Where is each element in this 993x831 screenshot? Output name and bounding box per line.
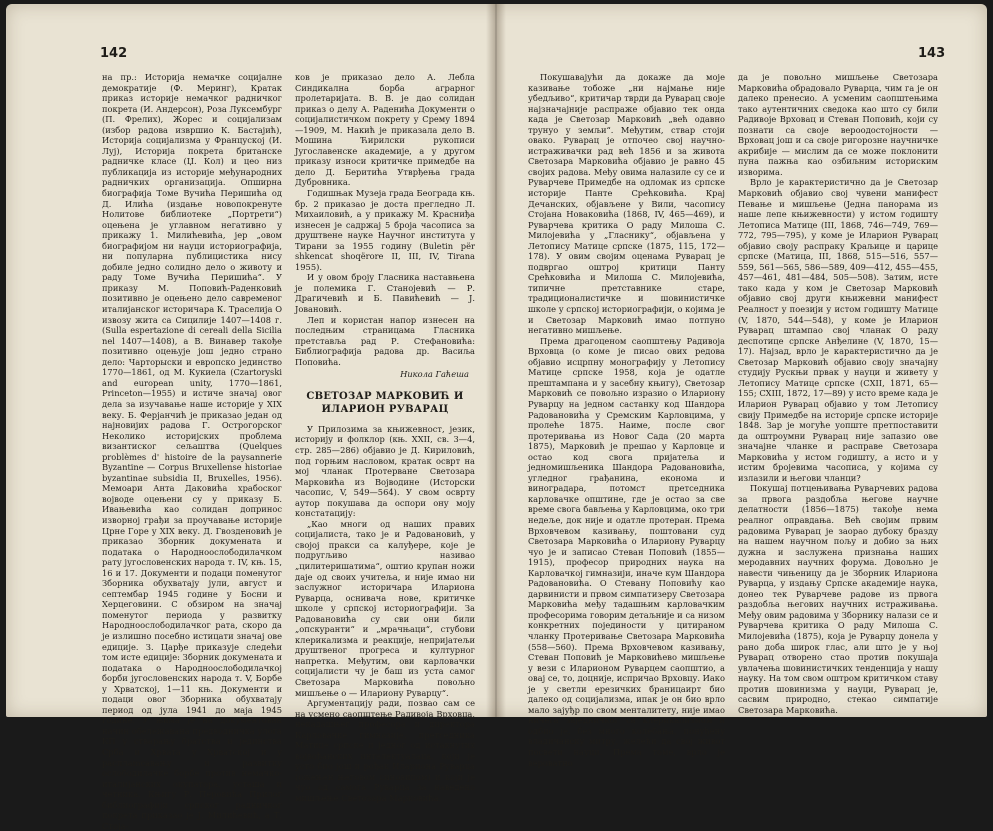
article-paragraph-2: Аргументацију ради, позвао сам се на усмено саопштење Радивоја Врховца, некадашњег професора и директора Карловачке гимназије, претседника Матице српске и једног од истакнутих војвођанских интелектуалаца, који је усто био још и рођак Илариона Руварца (ожењен његовом синовицом) и који је чуо од самога Руварца за наведено мишљење Светозара Марковића. — [295, 698, 475, 803]
left-column-1 — [102, 72, 282, 831]
left-col2-paragraph-3: И у овом броју Гласника наставњена је полемика Г. Станојевић — Р. Драгичевић и Б. Павићевић — Ј. Јовановић. — [295, 272, 475, 315]
article-heading: СВЕТОЗАР МАРКОВИЋ И ИЛАРИОН РУВАРАЦ — [306, 390, 464, 415]
page-number-left: 142 — [100, 46, 128, 61]
right-col1-paragraph-2: Према драгоценом саопштењу Радивоја Врховца (о коме је писао ових редова објавио исцрпну монографију у Летопису Матице српске 1958, која је одатле прештампана и у засебну књигу), Светозар Марковић се повољно изразио о Илариону Руварцу на једном састанку код Шандора Радовановића у Сремским Карловцима, у пролеће 1875. Наиме, после свог протеривања из Новог Сада (20 марта 1875), Марковић је прешао у Карловце и остао код свога пријатеља и једномишљеника Шандора Радовановића, угледног грађанина, економа и виноградара, потомст претседника карловачке општине, где је остао за све време свога бављења у Карловцима, око три недеље, док није и одатле протеран. Према Врховчевом казивању, поштовани суд Светозара Марковића о Илариону Руварцу чуо је и записао Стеван Поповић (1855—1915), професор природних наука на Карловачкој гимназији, иначе кум Шандора Радовановића. О Стевану Поповићу као дарвинисти и првом симпатизеру Светозара Марковића међу тадашњим карловачким професорима говорим детаљније и са низом конкретних појединости у цитираном чланку Протеривање Светозара Марковића (558—560). Према Врховчевом казивању, Стеван Поповић је Марковићево мишљење у вези с Иларионом Руварцем саопштио, а овај се, то, доцније, испричао Врховцу. Иако је у светли ерезичких браницаирт био далеко од социјализма, ипак је он био врло мало зајуђр по свом менталитету, није имао ничега заједничког са клерикализмом и одбио је, без много колебања, понуђену владичанску митру, желећи да свој живот посвети науци. Према томе, врло је вероватно — [528, 335, 725, 768]
right-column-2 — [738, 72, 938, 715]
left-col2-paragraph-2: Годишњак Музеја града Београда књ. бр. 2 приказао је доста прегледно Л. Михаиловић, а у прикажу М. Красниђа изнесен је садржај 5 броја часописа за друштвене науке Научног института у Тирани за 1955 годину (Buletin për shkencat shoqërore II, III, IV, Tirana 1955). — [295, 188, 475, 272]
page-number-right: 143 — [918, 46, 946, 61]
book-spread — [6, 4, 987, 831]
left-column-2 — [295, 72, 475, 804]
right-col2-paragraph-3: Покушај потцењивања Руварчевих радова за првога раздобља његове научне делатности (1856—1875) такође нема реалног оправдања. Већ својим првим радовима Руварац је заорао дубоку бразду на нашем научном пољу и добио за њих дужна и заслужена признања наших меродавних научних форума. Довољно је навести чињеницу да је Зборник Илариона Руварца, у издању Српске академије наука, донео тек Руварчеве радове из првога раздобља његових научних истраживања. Међу овим радовима у Зборнику налази се и Руварчева критика О раду Милоша С. Милојевића (1875), која је Руварцу донела у рано доба широк глас, али што је у њој Руварац отворено стао против покушаја увлачења шовинистичких тенденција у нашу науку. На том свом оштром критичком ставу против шовинизма у науци, Руварац је, сасвим природно, стекао симпатије Светозара Марковића. — [738, 483, 938, 715]
left-page — [6, 4, 492, 831]
right-column-1 — [528, 72, 725, 768]
right-col1-paragraph-1: Покушавајући да докаже да моје казивање тобоже „ни најмање није убедљиво“, критичар тврди да Руварац своје најзначајније распраже објавио тек онда када је Светозар Марковић „већ одавно трунуо у земљи“. Међутим, ствар стоји овако. Руварац је отпочео свој научно-истраживачки рад већ 1856 и за живота Светозара Марковића објавио је равно 45 својих радова. Међу овима налазиле су се и Руварчеве Примедбе на одломак из српске историје Панте Срећковића. Крај Дечанских, објављене у Вили, часопису Стојана Новаковића (1868, IV, 465—469), и Руварчева критика О раду Милоша С. Милојевића у „Гласнику“, објављена у Летопису Матице српске (1875, 115, 172—178). У овим својим оценама Руварац је подвргао оштрој критици Панту Срећковића и Милоша С. Милојевића, типичне претставнике старе, традиционалистичке и шовинистичке школе у српској историографији, о којима је и Светозар Марковић имао потпуно негативно мишљење. — [528, 72, 725, 336]
article-paragraph-1: У Прилозима за књижевност, језик, историју и фолклор (књ. XXII, св. 3—4, стр. 285—286) објавио је Д. Кириловић, под горњим насловом, кратак осврт на мој чланак Протерване Светозара Марковића из Војводине (Исторски часопис, V, 549—564). У свом осврту аутор покушава да оспори ону моју констатацију: — [295, 423, 475, 519]
right-page — [498, 4, 987, 768]
right-col2-paragraph-2: Врло је карактеристично да је Светозар Марковић објавио свој чувени манифест Певање и мишљење (Једна панорама из наше лепе књижевности) у истом годишту Летописа Матице (III, 1868, 746—749, 769—772, 795—795), у коме је Иларион Руварац објавио своју распраку Краљице и царице српске (Матица, III, 1868, 515—516, 557—559, 561—565, 586—589, 409—412, 455—455, 457—461, 481—484, 505—508). Затим, исте тако када у ком је Светозар Марковић објавио свој други књижевни манифест Реалност у поезији у истом годишту Матице (V, 1870, 544—548), у коме је Иларион Руварац штампао свој чланак О раду деспотице српске Анђелине (V, 1870, 15—17). Најзад, врло је карактеристично да је Светозар Марковић објавио своју значајну студију Рускњи првак у науци и живету у Летопису Матице српске (CXII, 1871, 65—155; CXIII, 1872, 17—89) у исто време када је Иларион Руварац објавио у том Летопису свију Примедбе на историје српске историје 1848. Зар је могуће уопште претпоставити да оштроумни Руварац није запазио ове значајне чланке и расправе Светозара Марковића у истом годишту, а исто и у истим бројевима часописа, у којима су излазили и његови чланци? — [738, 177, 938, 483]
left-col2-paragraph-1: ков је приказао дело А. Лебла Синдикална борба аграрног пролетаријата. В. В. је дао солидан приказ о делу А. Раденића Документи о социјалистичком покрету у Срему 1894—1909, М. Накић је приказала дело В. Мошина Ћирилски рукописи Југославенске академије, а у другом приказу износи критичке примедбе на дело Д. Беритића Утврђења града Дубровника. — [295, 72, 475, 188]
right-col2-paragraph-1: да је повољно мишљење Светозара Марковића обрадовало Руварца, чим га је он далеко пренесио. А усменим саопштењима тако аутентичних сведока као што су били Радивоје Врховац и Стеван Поповић, који су познати са своје вероодостојности — Врховац још и са своје ригорозне научничке акрибије — мислим да се може поклонити пуна пажња као озбиљним историским изворима. — [738, 72, 938, 177]
left-col1-paragraph: на пр.: Историја немачке социјалне демократије (Ф. Меринг), Кратак приказ историје немачког радничког покрета (И. Андерсон), Роза Луксембург (П. Фрелих), Жорес и социјализам (избор радова извршио К. Бастајић), Историја социјализма у Француској (И. Луј), Историја покрета британске радничке класе (Џ. Кол) и цео низ публикација из историје међународних радничких организација. Опширна биографија Томе Вучића Перишића од Д. Илића (издање новопокренуте Нолитове библиотеке „Портрети“) оцењена је углавном негативно у прикажу 1. Милићевића, јер „овом биографијом ни науци историографија, ни популарна публицистика нису добиле једно солидно дело о животу и раду Томе Вучића Перишића“. У приказу М. Поповић-Раденковић позитивно је оцењено дело савременог италијанског историчара К. Трaселија О извозу жита са Сицилије 1407—1408 г. (Sulla espertazione di cereali della Sicilia nel 1407—1408), а В. Винавер такође позитивно оцењује још једно страно дело: Чарторыски и европско јединство 1770—1861, од М. Кукиела (Czartoryski and european unity, 1770—1861, Princeton—1955) и истиче значај овог дела за изучавање наше историје у XIX веку. Б. Ферјанчић је приказао један од најновијих радова Г. Острогорског Неколико историјских проблема византиског сељаштва (Quelques problèmes d' histoire de la paysannerie Byzantine — Corpus Bruxellense historiae byzantinae subsidia II, Bruxelles, 1956). Мемоари Анта Даковића храбоског војводе оцењени су у приказу Б. Ивањевића као солидан допринос изворној грађи за проучавање историје Црне Горе у XIX веку. Д. Гвозденовић је приказао Зборник докумената и података о Народноослободилачком рату југословенских народа т. IV, књ. 15, 16 и 17. Документи и подаци поменутог Зборника обухватају јули, август и септембар 1945 године у Босни и Херцеговини. С обзиром на значај поменутог периода у развитку Народноослободилачког рата, скоро да је излишно посебно истицати значај ове едиције. З. Царђе приказује следећи том исте едиције: Зборник докумената и података о Народноослободилачкој борби југословенских народа т. V, Борбе у Хрватској, 1—11 књ. Документи и подаци овог Зборника обухватају период од јула 1941 до маја 1945 године. У њима је на документован начин обележавана предводничка улога КП у стварању братства и јединства Срба и Хрвата у Хрватској и у расплamсавању и развитку ослободилачке борбе против немачко-италијанских окупатора, усташа и четника. Књигу Р. Перовића Прилог библиографији српског радничког покрета приказао је Ј. Милићевић, а Т. Стоја- — [102, 72, 282, 831]
article-quote: „Као многи од наших правих социјалиста, тако је и Радовановић, у својој пракси са калуђере, које је подругљиво називао „цилитеришатима“, оштио крупан ножи дајe од своих учитеља, и није имао ни заслужног историчара Илариона Руварца, оснивача нове, критичке школе у српској историографији. За Радовановића су сви они били „опскуранти“ и „мрачњаци“, стубови клерикализма и реакције, непријатељи друштвеног прогреса и културног напретка. Међутим, ови карловачки социјалисти чу је баш из уста самог Светозара Марковића повољно мишљење о — Илариону Руварцу“. — [295, 518, 475, 698]
author-signature: Никола Гаћеша — [400, 369, 469, 380]
left-col2-paragraph-4: Леп и користан напор изнесен на последњим страницама Гласника претставља рад Р. Стефановића: Библиографија радова др. Васиља Поповића. — [295, 314, 475, 367]
